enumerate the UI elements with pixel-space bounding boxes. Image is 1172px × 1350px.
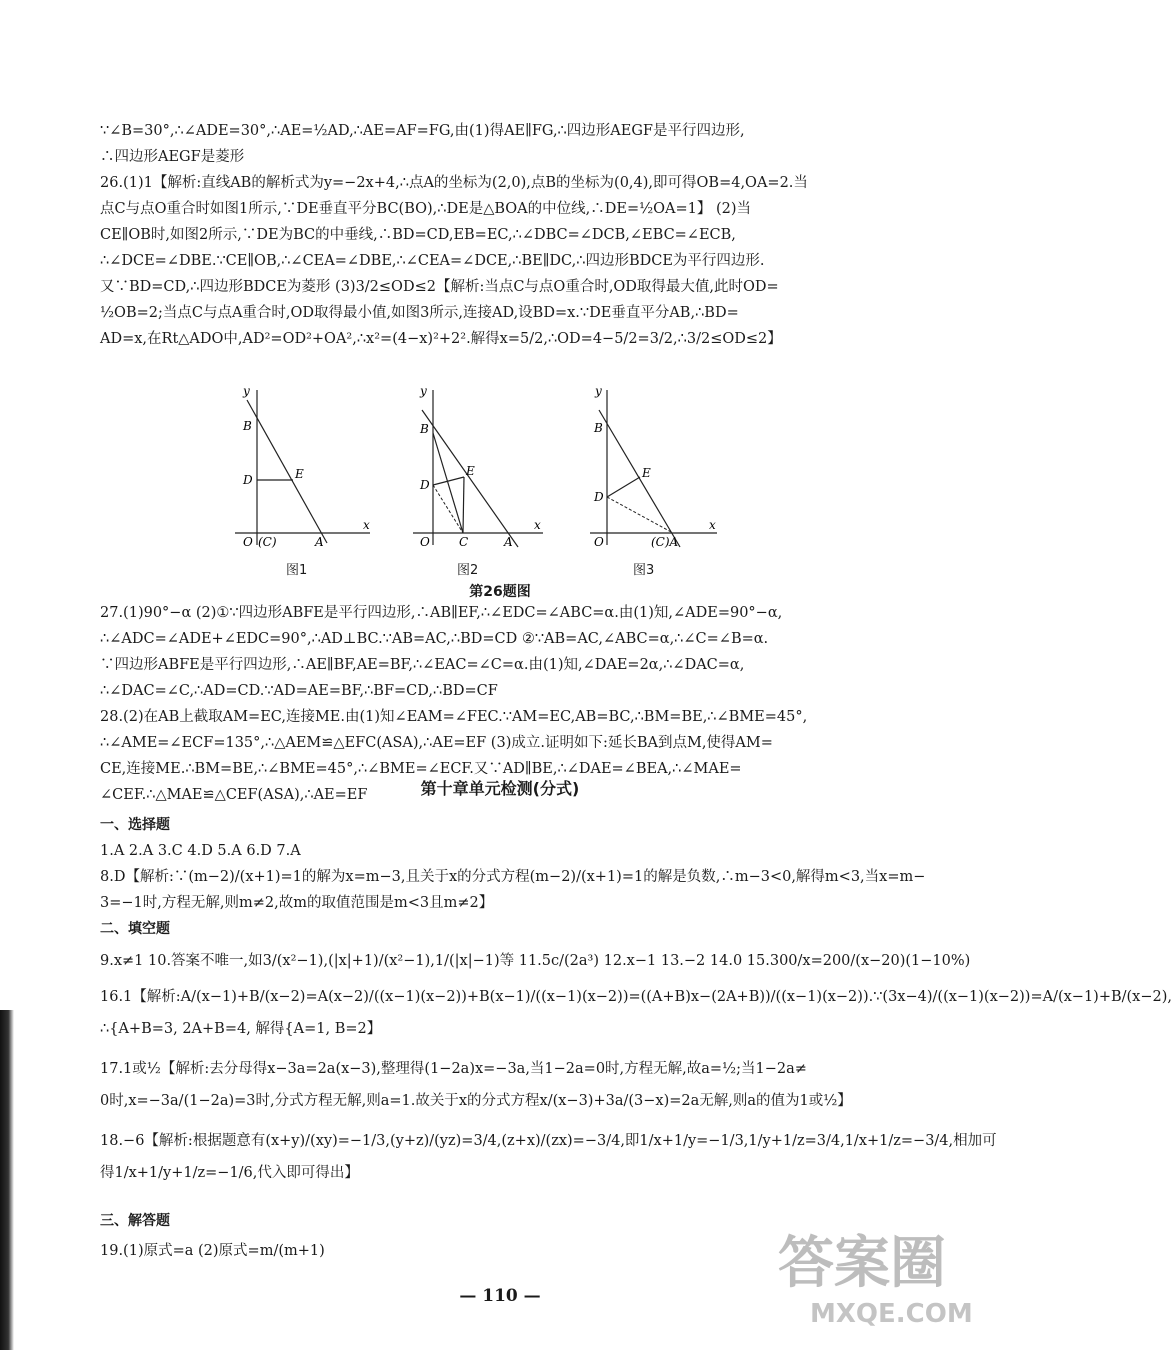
part-1-choice xyxy=(100,812,926,916)
label-y: y xyxy=(595,384,602,398)
text-line: ∴四边形AEGF是菱形 xyxy=(100,149,245,165)
text-line: ∵四边形ABFE是平行四边形,∴AE∥BF,AE=BF,∴∠EAC=∠C=α.由(1)知,∠DAE=2α,∴∠DAC=α, xyxy=(100,657,745,673)
text-line: 18.−6【解析:根据题意有(x+y)/(xy)=−1/3,(y+z)/(yz)=3/4,(z+x)/(zx)=−3/4,即1/x+1/y=−1/3,1/y+1/z=3/4,1/x+1/z=−3/4,相加可 xyxy=(100,1133,997,1149)
label-o: O xyxy=(243,535,253,549)
label-x: x xyxy=(534,518,541,532)
label-y: y xyxy=(420,384,427,398)
figure-1-caption: 图1 xyxy=(286,563,308,578)
line-ab xyxy=(247,400,327,543)
text-line: 27.(1)90°−α (2)①∵四边形ABFE是平行四边形,∴AB∥EF,∴∠EDC=∠ABC=α.由(1)知,∠ADE=90°−α, xyxy=(100,605,783,621)
text-line: ∴∠DCE=∠DBE.∵CE∥OB,∴∠CEA=∠DBE,∴∠CEA=∠DCE,∴BE∥DC,∴四边形BDCE为平行四边形. xyxy=(100,253,765,269)
watermark-big: 答案圈 xyxy=(778,1231,946,1296)
label-x: x xyxy=(363,518,370,532)
watermark-small: MXQE.COM xyxy=(810,1299,973,1329)
section-heading: 一、选择题 xyxy=(100,817,170,833)
section-heading: 二、填空题 xyxy=(100,921,170,937)
text-line: ½OB=2;当点C与点A重合时,OD取得最小值,如图3所示,连接AD,设BD=x.∵DE垂直平分AB,∴BD= xyxy=(100,305,739,321)
text-line: ∴∠ADC=∠ADE+∠EDC=90°,∴AD⊥BC.∵AB=AC,∴BD=CD ②∵AB=AC,∠ABC=α,∴∠C=∠B=α. xyxy=(100,631,769,647)
label-x: x xyxy=(709,518,716,532)
label-d: D xyxy=(420,478,430,492)
label-o: O xyxy=(420,535,430,549)
segment-ce xyxy=(463,477,464,533)
segment-de xyxy=(607,477,640,497)
label-a: A xyxy=(315,535,324,549)
text-line: 16.1【解析:A/(x−1)+B/(x−2)=A(x−2)/((x−1)(x−2))+B(x−1)/((x−1)(x−2))=((A+B)x−(2A+B))/((x−1)(x−2)).∵(3x−4)/((x−1)(x−2))=A/(x−1)+B/(x−2), xyxy=(100,989,1172,1005)
text-line: ∴{A+B=3, 2A+B=4, 解得{A=1, B=2】 xyxy=(100,1021,382,1037)
text-line: 8.D【解析:∵(m−2)/(x+1)=1的解为x=m−3,且关于x的分式方程(m−2)/(x+1)=1的解是负数,∴m−3<0,解得m<3,当x=m− xyxy=(100,869,926,885)
text-line: 得1/x+1/y+1/z=−1/6,代入即可得出】 xyxy=(100,1165,359,1181)
question-26 xyxy=(100,170,890,352)
segment-da xyxy=(607,497,673,533)
label-c: (C) xyxy=(258,535,277,549)
line-ab xyxy=(599,410,680,547)
label-e: E xyxy=(295,467,304,481)
section-heading: 三、解答题 xyxy=(100,1213,170,1229)
label-e: E xyxy=(466,464,475,478)
label-b: B xyxy=(594,421,603,435)
text-line: 点C与点O重合时如图1所示,∵DE垂直平分BC(BO),∴DE是△BOA的中位线,∴DE=½OA=1】 (2)当 xyxy=(100,201,752,217)
text-line: CE∥OB时,如图2所示,∵DE为BC的中垂线,∴BD=CD,EB=EC,∴∠DBC=∠DCB,∠EBC=∠ECB, xyxy=(100,227,736,243)
part-2-fill xyxy=(100,916,1172,1186)
line-ab xyxy=(422,410,518,547)
figure-2 xyxy=(408,385,553,560)
text-line: ∠CEF.∴△MAE≌△CEF(ASA),∴AE=EF xyxy=(100,787,368,803)
text-line: 又∵BD=CD,∴四边形BDCE为菱形 (3)3/2≤OD≤2【解析:当点C与点O重合时,OD取得最大值,此时OD= xyxy=(100,279,779,295)
text-line: 3=−1时,方程无解,则m≠2,故m的取值范围是m<3且m≠2】 xyxy=(100,895,494,911)
text-line: 28.(2)在AB上截取AM=EC,连接ME.由(1)知∠EAM=∠FEC.∵AM=EC,AB=BC,∴BM=BE,∴∠BME=45°, xyxy=(100,709,808,725)
text-line: ∴∠DAC=∠C,∴AD=CD.∵AD=AE=BF,∴BF=CD,∴BD=CF xyxy=(100,683,498,699)
text-line: 0时,x=−3a/(1−2a)=3时,分式方程无解,则a=1.故关于x的分式方程x/(x−3)+3a/(3−x)=2a无解,则a的值为1或½】 xyxy=(100,1093,852,1109)
text-line: 17.1或½【解析:去分母得x−3a=2a(x−3),整理得(1−2a)x=−3a,当1−2a=0时,方程无解,故a=½;当1−2a≠ xyxy=(100,1061,807,1077)
text-line: ∴∠AME=∠ECF=135°,∴△AEM≌△EFC(ASA),∴AE=EF (3)成立.证明如下:延长BA到点M,使得AM= xyxy=(100,735,773,751)
label-y: y xyxy=(243,384,250,398)
page-number: — 110 — xyxy=(459,1286,541,1306)
figure-3 xyxy=(585,385,725,560)
label-c: C xyxy=(459,535,469,549)
text-line: 26.(1)1【解析:直线AB的解析式为y=−2x+4,∴点A的坐标为(2,0),点B的坐标为(0,4),即可得OB=4,OA=2.当 xyxy=(100,175,808,191)
text-line: ∵∠B=30°,∴∠ADE=30°,∴AE=½AD,∴AE=AF=FG,由(1)得AE∥FG,∴四边形AEGF是平行四边形, xyxy=(100,123,745,139)
text-line: 9.x≠1 10.答案不唯一,如3/(x²−1),(|x|+1)/(x²−1),1/(|x|−1)等 11.5c/(2a³) 12.x−1 13.−2 14.0 15.300/x=200/(x−20)(1−10%) xyxy=(100,953,971,969)
label-a: A xyxy=(504,535,513,549)
label-b: B xyxy=(420,422,429,436)
label-e: E xyxy=(642,466,651,480)
label-d: D xyxy=(594,490,604,504)
label-ca: (C)A xyxy=(651,535,679,549)
top-continuation xyxy=(100,118,890,170)
figure-3-caption: 图3 xyxy=(633,563,655,578)
label-b: B xyxy=(243,419,252,433)
figure-group-title: 第26题图 xyxy=(469,584,531,600)
label-d: D xyxy=(243,473,253,487)
label-o: O xyxy=(594,535,604,549)
text-line: CE,连接ME.∴BM=BE,∴∠BME=45°,∴∠BME=∠ECF.又∵AD∥BE,∴∠DAE=∠BEA,∴∠MAE= xyxy=(100,761,742,777)
text-line: 19.(1)原式=a (2)原式=m/(m+1) xyxy=(100,1243,325,1259)
watermark-logo xyxy=(770,1210,985,1330)
figure-2-caption: 图2 xyxy=(457,563,479,578)
figure-1 xyxy=(225,385,375,560)
text-line: 1.A 2.A 3.C 4.D 5.A 6.D 7.A xyxy=(100,843,301,859)
chapter-title: 第十章单元检测(分式) xyxy=(420,779,580,798)
segment-dc xyxy=(433,485,463,533)
text-line: AD=x,在Rt△ADO中,AD²=OD²+OA²,∴x²=(4−x)²+2².解得x=5/2,∴OD=4−5/2=3/2,∴3/2≤OD≤2】 xyxy=(100,331,782,347)
